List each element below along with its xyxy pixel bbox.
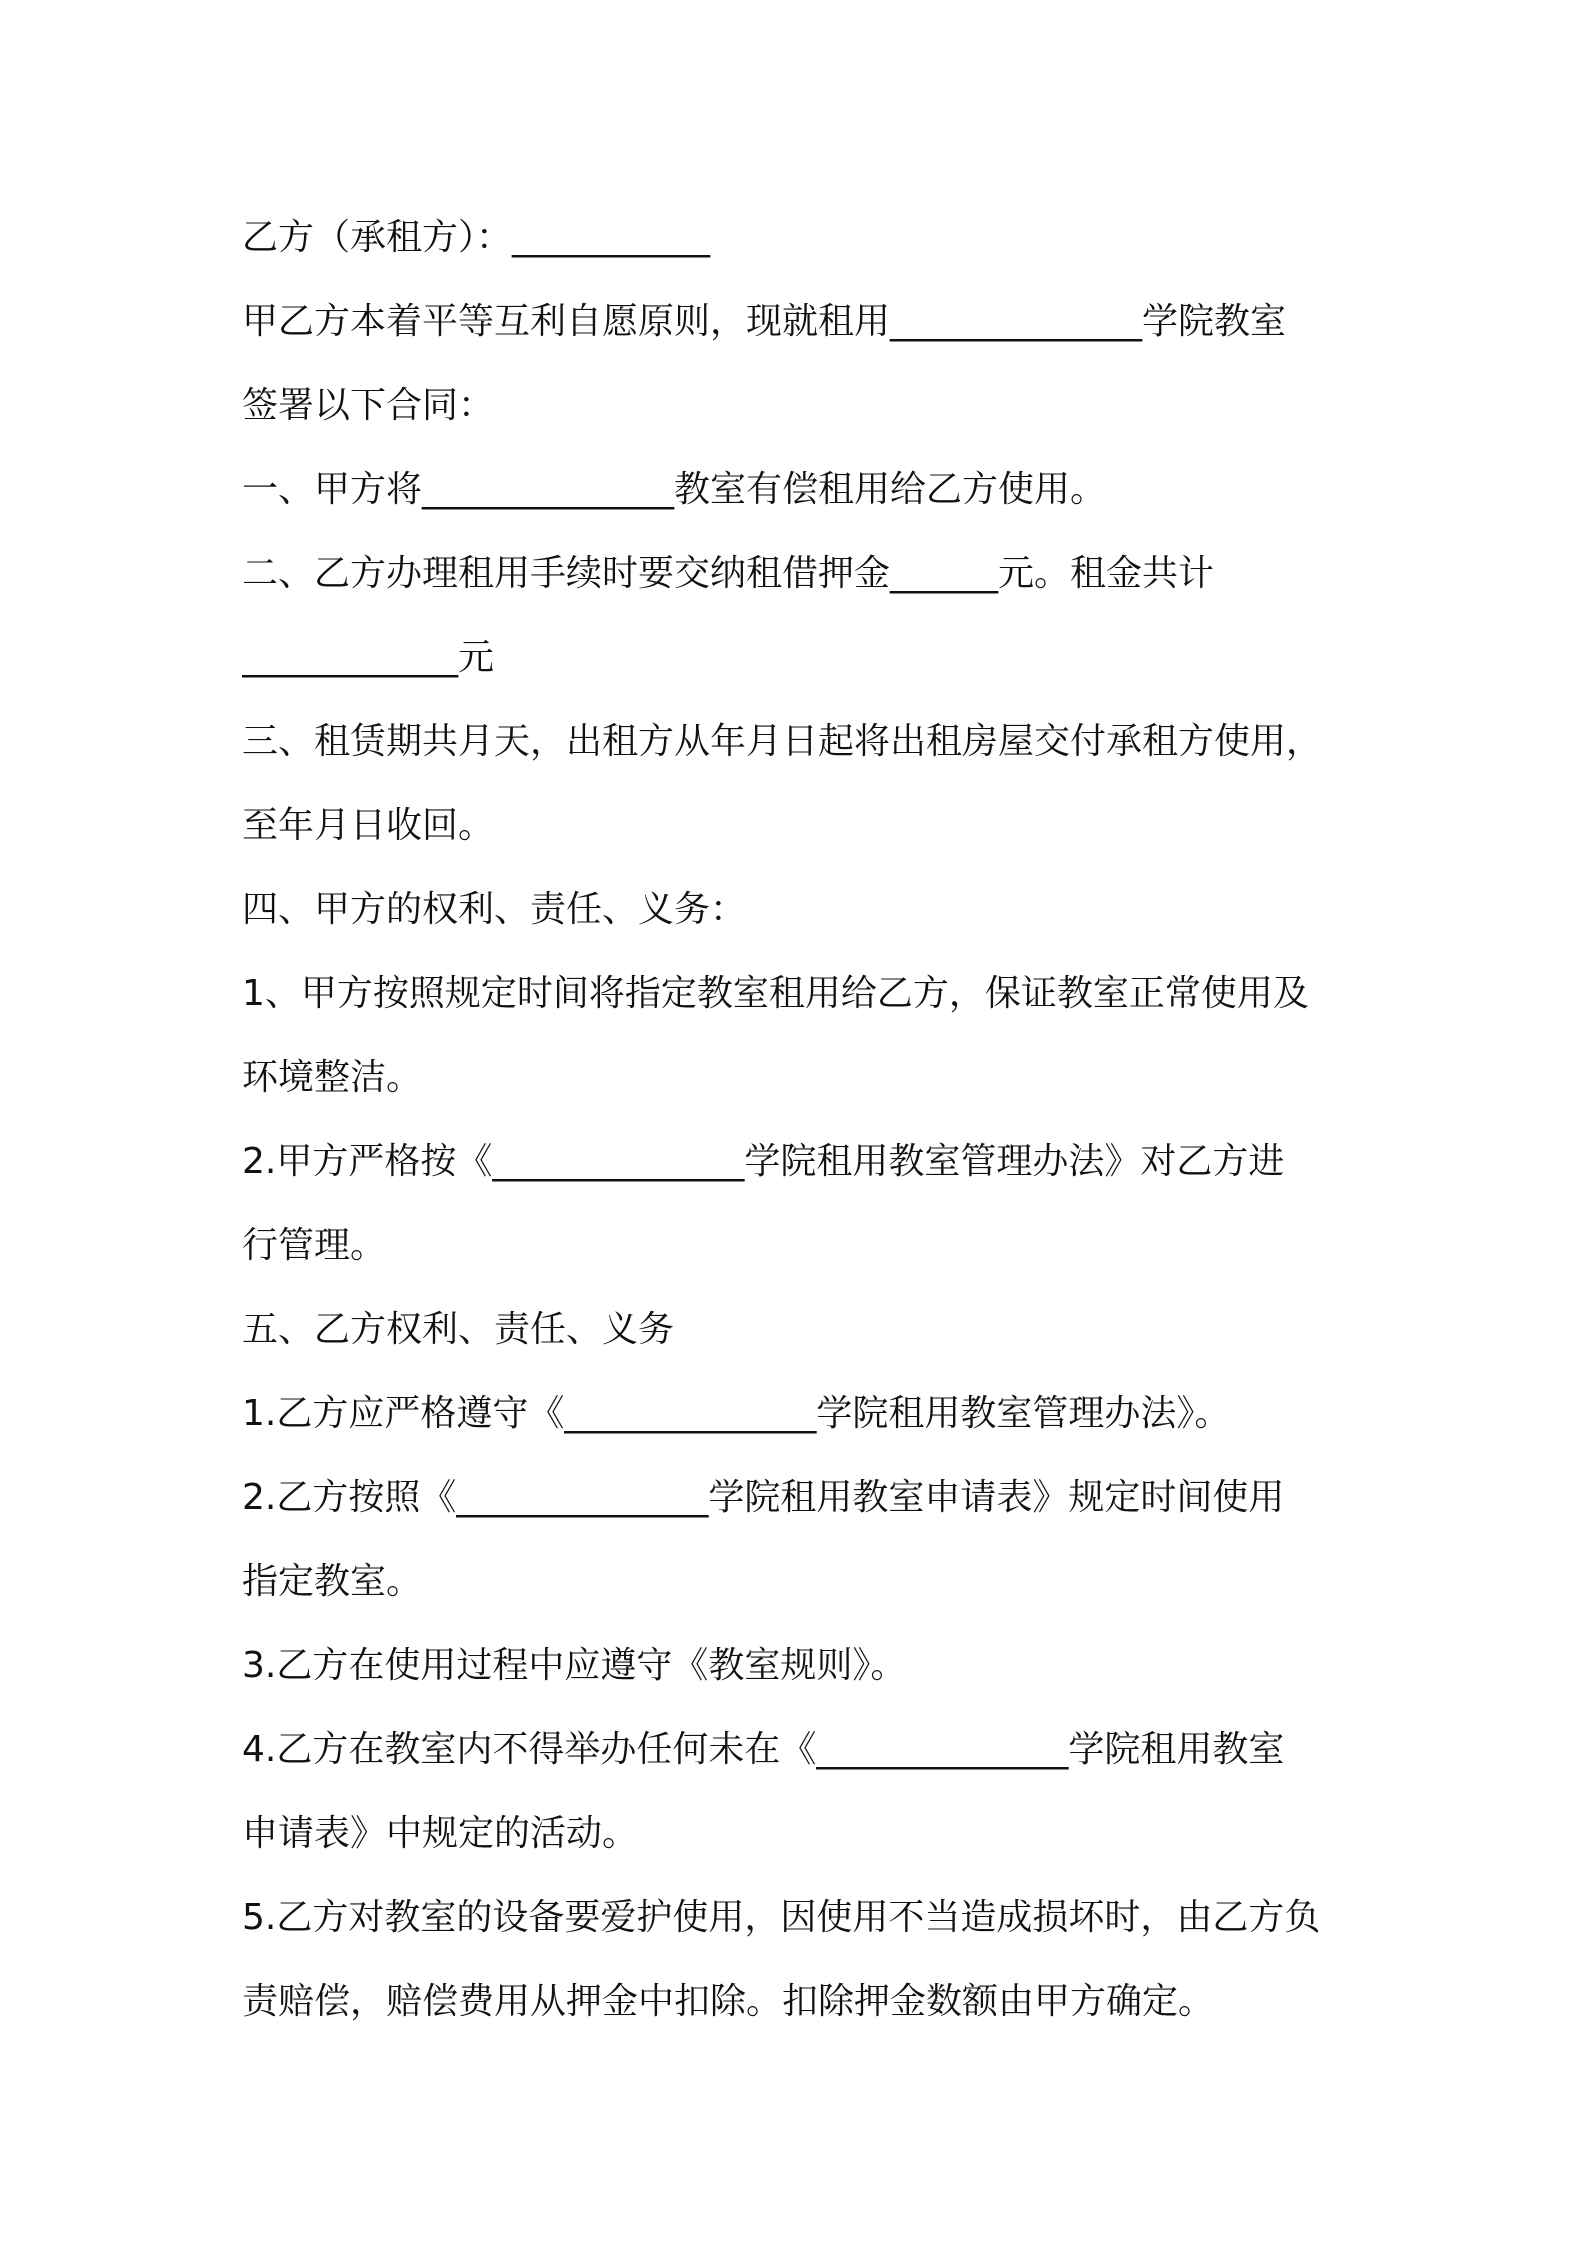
clause-1: 一、甲方将______________教室有偿租用给乙方使用。	[242, 469, 1107, 510]
section-5-item-1: 1.乙方应严格遵守《______________学院租用教室管理办法》。	[242, 1393, 1231, 1434]
preamble-line-1: 甲乙方本着平等互利自愿原则，现就租用______________学院教室	[242, 301, 1287, 342]
section-5-item-5-line-2: 责赔偿，赔偿费用从押金中扣除。扣除押金数额由甲方确定。	[242, 1981, 1215, 2022]
preamble-line-2: 签署以下合同：	[242, 385, 495, 426]
party-b-line: 乙方（承租方）：___________	[242, 217, 711, 258]
clause-3-line-2: 至年月日收回。	[242, 805, 495, 846]
section-4-item-2-line-2: 行管理。	[242, 1225, 387, 1266]
section-5-item-2-line-1: 2.乙方按照《______________学院租用教室申请表》规定时间使用	[242, 1477, 1285, 1518]
section-5-item-3: 3.乙方在使用过程中应遵守《教室规则》。	[242, 1645, 907, 1686]
section-5-item-4-line-2: 申请表》中规定的活动。	[242, 1813, 639, 1854]
section-5-item-5-line-1: 5.乙方对教室的设备要爱护使用，因使用不当造成损坏时，由乙方负	[242, 1897, 1321, 1938]
clause-2-line-2: ____________元	[242, 637, 495, 678]
section-5-item-4-line-1: 4.乙方在教室内不得举办任何未在《______________学院租用教室	[242, 1729, 1285, 1770]
section-4-item-1-line-1: 1、甲方按照规定时间将指定教室租用给乙方，保证教室正常使用及	[242, 973, 1309, 1014]
clause-2-line-1: 二、乙方办理租用手续时要交纳租借押金______元。租金共计	[242, 553, 1215, 594]
section-4-item-2-line-1: 2.甲方严格按《______________学院租用教室管理办法》对乙方进	[242, 1141, 1285, 1182]
section-4-heading: 四、甲方的权利、责任、义务：	[242, 889, 747, 930]
section-4-item-1-line-2: 环境整洁。	[242, 1057, 423, 1098]
section-5-item-2-line-2: 指定教室。	[242, 1561, 423, 1602]
clause-3-line-1: 三、租赁期共月天，出租方从年月日起将出租房屋交付承租方使用，	[242, 721, 1323, 762]
section-5-heading: 五、乙方权利、责任、义务	[242, 1309, 675, 1350]
contract-body	[242, 196, 1362, 2044]
